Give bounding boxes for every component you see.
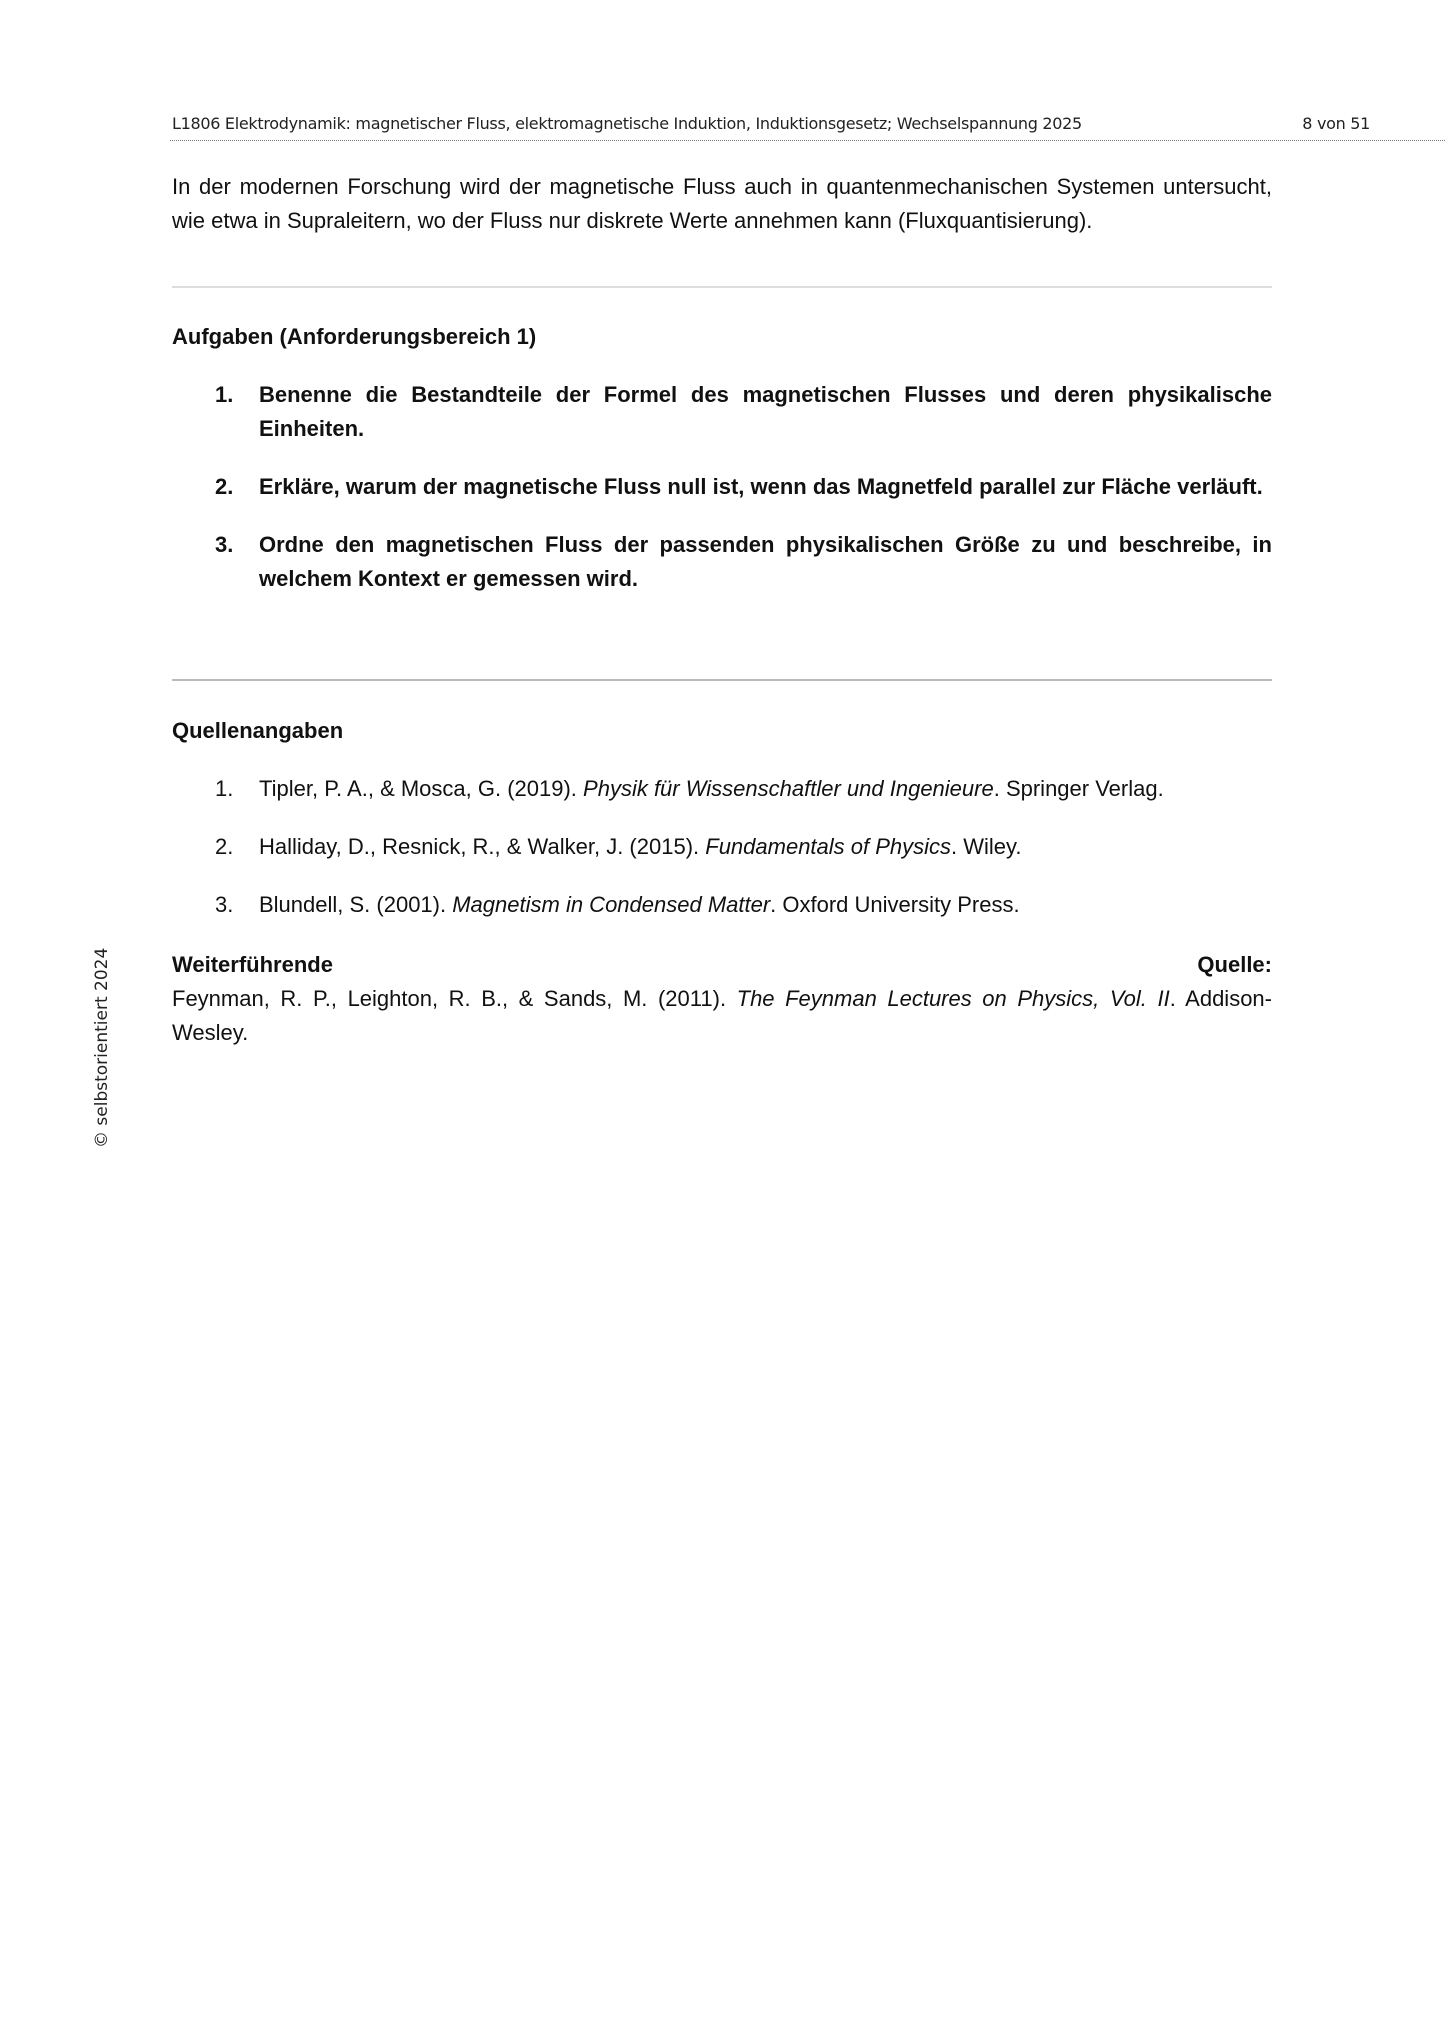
source-item	[172, 888, 1272, 922]
further-authors: Feynman, R. P., Leighton, R. B., & Sands, M. (2011).	[172, 986, 737, 1011]
further-publisher: . Addison-Wesley.	[172, 986, 1272, 1045]
source-item	[172, 830, 1272, 864]
further-reading-citation	[172, 982, 1272, 1050]
page-number: 8 von 51	[1302, 114, 1370, 133]
further-heading-left: Weiterführende	[172, 952, 333, 977]
task-item	[172, 378, 1272, 446]
task-number: 2.	[215, 474, 234, 499]
further-heading-right: Quelle:	[1197, 952, 1272, 977]
source-number: 2.	[215, 834, 234, 859]
source-number: 1.	[215, 776, 234, 801]
section-divider	[172, 679, 1272, 681]
source-publisher: . Springer Verlag.	[993, 776, 1164, 801]
header-divider	[170, 140, 1445, 141]
task-number: 1.	[215, 382, 234, 407]
task-text: Erkläre, warum der magnetische Fluss null ist, wenn das Magnetfeld parallel zur Fläche verläuft.	[259, 474, 1263, 499]
source-title: Physik für Wissenschaftler und Ingenieure	[583, 776, 994, 801]
task-text: Benenne die Bestandteile der Formel des magnetischen Flusses und deren physikalische Einheiten.	[259, 382, 1272, 441]
source-item	[172, 772, 1272, 806]
sources-list	[172, 772, 1272, 922]
tasks-heading: Aufgaben (Anforderungsbereich 1)	[172, 324, 537, 349]
source-publisher: . Wiley.	[951, 834, 1022, 859]
tasks-list	[172, 378, 1272, 596]
sources-heading: Quellenangaben	[172, 718, 344, 743]
source-number: 3.	[215, 892, 234, 917]
copyright-notice: © selbstorientiert 2024	[92, 947, 112, 1148]
further-reading-heading	[172, 948, 1272, 982]
source-authors: Halliday, D., Resnick, R., & Walker, J. (2015).	[259, 834, 706, 859]
task-item	[172, 528, 1272, 596]
task-text: Ordne den magnetischen Fluss der passenden physikalischen Größe zu und beschreibe, in welchem Kontext er gemessen wird.	[259, 532, 1272, 591]
source-authors: Blundell, S. (2001).	[259, 892, 453, 917]
intro-paragraph: In der modernen Forschung wird der magnetische Fluss auch in quantenmechanischen Systemen untersucht, wie etwa in Supraleitern, wo der Fluss nur diskrete Werte annehmen kann (Fluxquantisierung).	[172, 174, 1272, 233]
section-divider	[172, 286, 1272, 288]
further-reading	[172, 948, 1272, 1050]
source-authors: Tipler, P. A., & Mosca, G. (2019).	[259, 776, 584, 801]
source-title: Magnetism in Condensed Matter	[452, 892, 771, 917]
task-item	[172, 470, 1272, 504]
further-title: The Feynman Lectures on Physics, Vol. II	[736, 986, 1170, 1011]
source-title: Fundamentals of Physics	[705, 834, 952, 859]
source-publisher: . Oxford University Press.	[770, 892, 1020, 917]
task-number: 3.	[215, 532, 234, 557]
document-title: L1806 Elektrodynamik: magnetischer Fluss, elektromagnetische Induktion, Induktionsgesetz; Wechselspannung 2025	[172, 114, 1082, 133]
